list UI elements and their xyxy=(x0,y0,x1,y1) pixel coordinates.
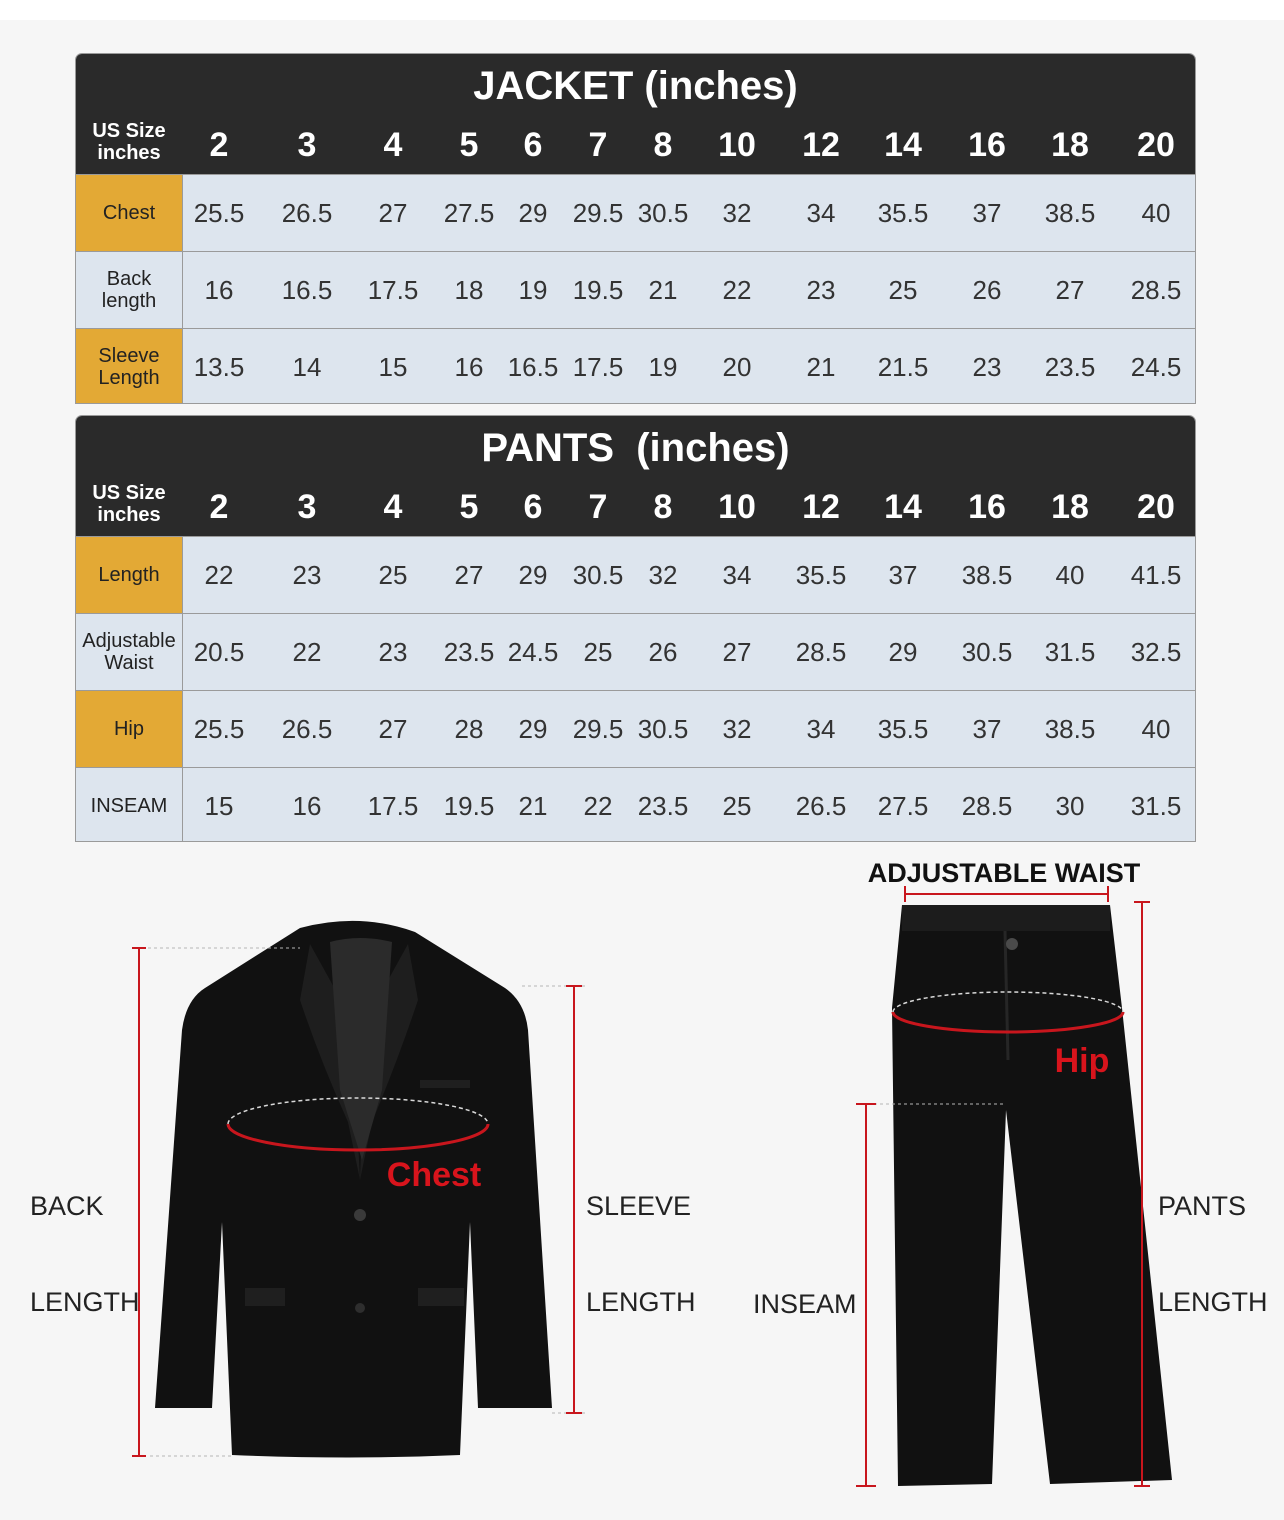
size-header: 20 xyxy=(1137,126,1175,164)
table-cell: 21.5 xyxy=(877,351,929,382)
table-cell: 26.5 xyxy=(281,713,333,744)
table-cell: 25.5 xyxy=(193,197,245,228)
table-cell: 40 xyxy=(1141,713,1171,744)
pants-length-label xyxy=(1158,1126,1268,1350)
table-cell: 23 xyxy=(378,636,408,667)
table-cell: 35.5 xyxy=(795,559,847,590)
jacket-rows xyxy=(76,174,1195,404)
jacket-row xyxy=(76,328,1195,404)
size-header: 18 xyxy=(1051,488,1089,526)
table-cell: 17.5 xyxy=(367,790,419,821)
table-cell: 16 xyxy=(204,274,234,305)
table-cell: 17.5 xyxy=(367,274,419,305)
table-cell: 29 xyxy=(888,636,918,667)
pants-header xyxy=(76,416,1195,536)
table-cell: 20.5 xyxy=(193,636,245,667)
table-cell: 34 xyxy=(806,713,836,744)
jacket-header xyxy=(76,54,1195,174)
pants-row xyxy=(76,767,1195,842)
pants-rows xyxy=(76,536,1195,842)
size-header: 16 xyxy=(968,126,1006,164)
size-header: 4 xyxy=(383,126,403,164)
size-header: 10 xyxy=(718,488,756,526)
table-cell: 16 xyxy=(454,351,484,382)
table-cell: 38.5 xyxy=(961,559,1013,590)
table-cell: 37 xyxy=(972,713,1002,744)
pants-row xyxy=(76,536,1195,613)
table-cell: 32 xyxy=(648,559,678,590)
table-cell: 27 xyxy=(722,636,752,667)
row-label-line1: Length xyxy=(98,564,160,586)
size-header: 18 xyxy=(1051,126,1089,164)
table-cell: 37 xyxy=(972,197,1002,228)
pants-row xyxy=(76,613,1195,690)
pants-size-label xyxy=(76,482,182,526)
table-cell: 21 xyxy=(518,790,548,821)
table-cell: 28 xyxy=(454,713,484,744)
size-header: 7 xyxy=(588,126,608,164)
size-header: 2 xyxy=(209,488,229,526)
row-label xyxy=(76,691,183,767)
table-cell: 19 xyxy=(648,351,678,382)
row-label xyxy=(76,768,183,842)
jacket-size-chart xyxy=(75,53,1196,404)
table-cell: 14 xyxy=(292,351,322,382)
row-label xyxy=(76,252,183,328)
table-cell: 23.5 xyxy=(1044,351,1096,382)
table-cell: 19.5 xyxy=(572,274,624,305)
table-cell: 35.5 xyxy=(877,197,929,228)
table-cell: 27.5 xyxy=(443,197,495,228)
table-cell: 26.5 xyxy=(795,790,847,821)
size-header: 3 xyxy=(297,488,317,526)
back-length-line1: BACK xyxy=(30,1191,104,1221)
sleeve-length-line1: SLEEVE xyxy=(586,1191,692,1221)
table-cell: 26 xyxy=(648,636,678,667)
table-cell: 16.5 xyxy=(281,274,333,305)
jacket-title: JACKET (inches) xyxy=(473,64,798,108)
size-header: 14 xyxy=(884,488,922,526)
table-cell: 31.5 xyxy=(1130,790,1182,821)
table-cell: 27 xyxy=(1055,274,1085,305)
table-cell: 28.5 xyxy=(1130,274,1182,305)
size-header: 8 xyxy=(653,126,673,164)
size-label-line1: US Size xyxy=(92,482,166,504)
table-cell: 22 xyxy=(292,636,322,667)
hip-label: Hip xyxy=(1054,1042,1110,1080)
size-header: 5 xyxy=(459,126,479,164)
inseam-label: INSEAM xyxy=(753,1289,857,1319)
table-cell: 22 xyxy=(204,559,234,590)
row-label-line1: Adjustable xyxy=(82,630,176,652)
jacket-row xyxy=(76,174,1195,251)
table-cell: 28.5 xyxy=(961,790,1013,821)
table-cell: 32 xyxy=(722,713,752,744)
table-cell: 26 xyxy=(972,274,1002,305)
table-cell: 26.5 xyxy=(281,197,333,228)
size-header: 6 xyxy=(523,126,543,164)
table-cell: 15 xyxy=(378,351,408,382)
table-cell: 34 xyxy=(806,197,836,228)
row-label-line1: INSEAM xyxy=(90,795,168,817)
pants-row xyxy=(76,690,1195,767)
pants-length-line1: PANTS xyxy=(1158,1191,1247,1221)
row-label-line2: Waist xyxy=(104,652,154,674)
table-cell: 21 xyxy=(806,351,836,382)
size-header: 10 xyxy=(718,126,756,164)
table-cell: 38.5 xyxy=(1044,713,1096,744)
size-header: 5 xyxy=(459,488,479,526)
table-cell: 29 xyxy=(518,559,548,590)
table-cell: 41.5 xyxy=(1130,559,1182,590)
table-cell: 17.5 xyxy=(572,351,624,382)
table-cell: 13.5 xyxy=(193,351,245,382)
table-cell: 23 xyxy=(806,274,836,305)
table-cell: 25 xyxy=(888,274,918,305)
sleeve-length-line2: LENGTH xyxy=(586,1287,696,1317)
size-header: 2 xyxy=(209,126,229,164)
table-cell: 30 xyxy=(1055,790,1085,821)
table-cell: 23 xyxy=(292,559,322,590)
table-cell: 25 xyxy=(722,790,752,821)
size-header: 12 xyxy=(802,488,840,526)
table-cell: 31.5 xyxy=(1044,636,1096,667)
table-cell: 27 xyxy=(454,559,484,590)
table-cell: 21 xyxy=(648,274,678,305)
table-cell: 32.5 xyxy=(1130,636,1182,667)
table-cell: 34 xyxy=(722,559,752,590)
back-length-label xyxy=(30,1126,140,1350)
table-cell: 40 xyxy=(1141,197,1171,228)
table-cell: 27.5 xyxy=(877,790,929,821)
row-label-line1: Back xyxy=(106,268,152,290)
table-cell: 18 xyxy=(454,274,484,305)
table-cell: 30.5 xyxy=(961,636,1013,667)
pants-length-line2: LENGTH xyxy=(1158,1287,1268,1317)
row-label-line2: Length xyxy=(98,367,160,389)
size-label-line2: inches xyxy=(97,504,161,526)
table-cell: 25 xyxy=(378,559,408,590)
chest-label: Chest xyxy=(386,1156,482,1194)
size-header: 16 xyxy=(968,488,1006,526)
table-cell: 16 xyxy=(292,790,322,821)
back-length-line2: LENGTH xyxy=(30,1287,140,1317)
row-label xyxy=(76,614,183,690)
row-label xyxy=(76,329,183,404)
table-cell: 23.5 xyxy=(637,790,689,821)
table-cell: 19.5 xyxy=(443,790,495,821)
top-band xyxy=(0,0,1284,20)
size-header: 8 xyxy=(653,488,673,526)
size-header: 12 xyxy=(802,126,840,164)
sleeve-length-label xyxy=(586,1126,696,1350)
table-cell: 16.5 xyxy=(507,351,559,382)
table-cell: 24.5 xyxy=(507,636,559,667)
row-label-line1: Chest xyxy=(102,202,156,224)
table-cell: 29 xyxy=(518,197,548,228)
table-cell: 22 xyxy=(583,790,613,821)
table-cell: 29 xyxy=(518,713,548,744)
size-header: 4 xyxy=(383,488,403,526)
table-cell: 29.5 xyxy=(572,197,624,228)
table-cell: 38.5 xyxy=(1044,197,1096,228)
pants-title: PANTS (inches) xyxy=(481,426,790,470)
size-label-line1: US Size xyxy=(92,120,166,142)
table-cell: 27 xyxy=(378,197,408,228)
row-label xyxy=(76,537,183,613)
table-cell: 15 xyxy=(204,790,234,821)
table-cell: 19 xyxy=(518,274,548,305)
table-cell: 35.5 xyxy=(877,713,929,744)
size-header: 3 xyxy=(297,126,317,164)
table-cell: 24.5 xyxy=(1130,351,1182,382)
table-cell: 23.5 xyxy=(443,636,495,667)
table-cell: 37 xyxy=(888,559,918,590)
table-cell: 30.5 xyxy=(637,197,689,228)
table-cell: 32 xyxy=(722,197,752,228)
adjustable-waist-label: ADJUSTABLE WAIST xyxy=(867,860,1141,888)
table-cell: 29.5 xyxy=(572,713,624,744)
row-label xyxy=(76,175,183,251)
table-cell: 28.5 xyxy=(795,636,847,667)
table-cell: 40 xyxy=(1055,559,1085,590)
pants-size-chart xyxy=(75,415,1196,842)
table-cell: 27 xyxy=(378,713,408,744)
row-label-line2: length xyxy=(101,290,157,312)
table-cell: 20 xyxy=(722,351,752,382)
row-label-line1: Hip xyxy=(113,718,144,740)
jacket-row xyxy=(76,251,1195,328)
jacket-illustration xyxy=(155,921,552,1458)
size-label-line2: inches xyxy=(97,142,161,164)
size-header: 14 xyxy=(884,126,922,164)
table-cell: 25.5 xyxy=(193,713,245,744)
table-cell: 23 xyxy=(972,351,1002,382)
size-header: 6 xyxy=(523,488,543,526)
size-header: 7 xyxy=(588,488,608,526)
size-header: 20 xyxy=(1137,488,1175,526)
table-cell: 30.5 xyxy=(637,713,689,744)
row-label-line1: Sleeve xyxy=(98,345,160,367)
table-cell: 25 xyxy=(583,636,613,667)
table-cell: 30.5 xyxy=(572,559,624,590)
table-cell: 22 xyxy=(722,274,752,305)
jacket-size-label xyxy=(76,120,182,164)
